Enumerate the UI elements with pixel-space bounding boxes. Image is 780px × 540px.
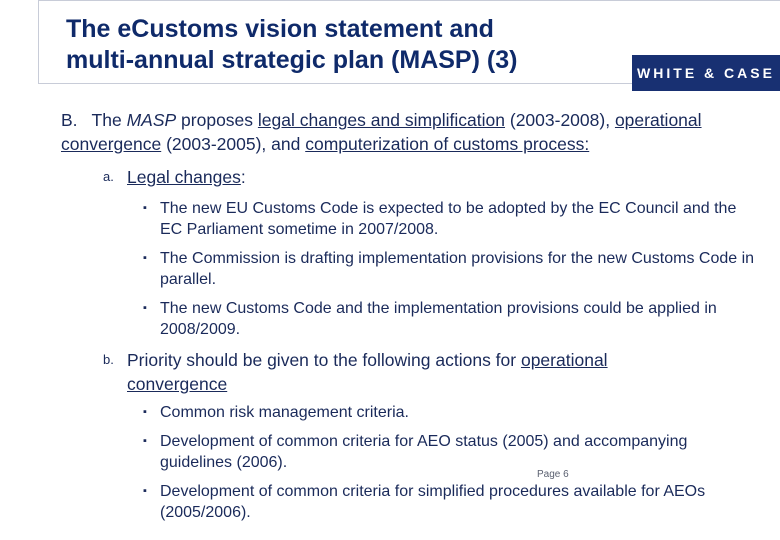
- section-a-bullets: [143, 198, 761, 340]
- section-b-text: Priority should be given to the following actions for: [127, 350, 521, 370]
- bullet-icon: ▪: [143, 406, 147, 418]
- slide-body: [61, 108, 761, 531]
- bullet-text: The new EU Customs Code is expected to be adopted by the EC Council and the EC Parliament sometime in 2007/2008.: [160, 200, 737, 238]
- intro-text: (2003-2008),: [505, 110, 615, 130]
- page-number: Page 6: [537, 469, 569, 480]
- section-a-marker: a.: [103, 169, 114, 184]
- title-line-2: multi-annual strategic plan (MASP) (3): [66, 46, 518, 74]
- slide-title: [66, 14, 626, 76]
- bullet-text: Common risk management criteria.: [160, 404, 409, 421]
- bullet-icon: ▪: [143, 302, 147, 314]
- bullet-icon: ▪: [143, 252, 147, 264]
- intro-text: proposes: [176, 110, 258, 130]
- section-a-heading: [103, 165, 761, 189]
- bullet-icon: ▪: [143, 485, 147, 497]
- intro-text: (2003-2005), and: [161, 134, 306, 154]
- computerization-link: computerization of customs process:: [305, 134, 590, 154]
- legal-changes-link: legal changes and simplification: [257, 110, 505, 130]
- list-item: [143, 481, 761, 523]
- operational-convergence-heading: operational convergence: [127, 350, 608, 394]
- bullet-text: Development of common criteria for simplified procedures available for AEOs (2005/2006).: [160, 483, 706, 521]
- bullet-icon: ▪: [143, 435, 147, 447]
- section-b-bullets: [143, 402, 761, 523]
- list-item: [143, 298, 761, 340]
- section-b-heading: [103, 348, 687, 396]
- top-rule: [38, 0, 780, 1]
- list-item: [143, 402, 761, 423]
- list-item: [143, 248, 761, 290]
- title-line-1: The eCustoms vision statement and: [66, 15, 494, 43]
- heading-suffix: :: [240, 167, 246, 187]
- bullet-text: The new Customs Code and the implementation provisions could be applied in 2008/2009.: [160, 300, 717, 338]
- bullet-text: The Commission is drafting implementation provisions for the new Customs Code in parallel.: [160, 250, 755, 288]
- list-item: [143, 431, 761, 473]
- header-vertical-rule: [38, 0, 39, 83]
- operational-convergence-link: operational convergence: [61, 110, 702, 154]
- section-b-marker: b.: [103, 352, 114, 367]
- white-case-logo: WHITE & CASE: [632, 55, 780, 91]
- intro-paragraph: [61, 108, 761, 156]
- list-item: [143, 198, 761, 240]
- bullet-icon: ▪: [143, 202, 147, 214]
- intro-text: The: [91, 110, 127, 130]
- legal-changes-heading: Legal changes: [127, 167, 241, 187]
- intro-prefix: B.: [61, 110, 78, 130]
- masp-term: MASP: [126, 110, 177, 130]
- bullet-text: Development of common criteria for AEO status (2005) and accompanying guidelines (2006).: [160, 433, 688, 471]
